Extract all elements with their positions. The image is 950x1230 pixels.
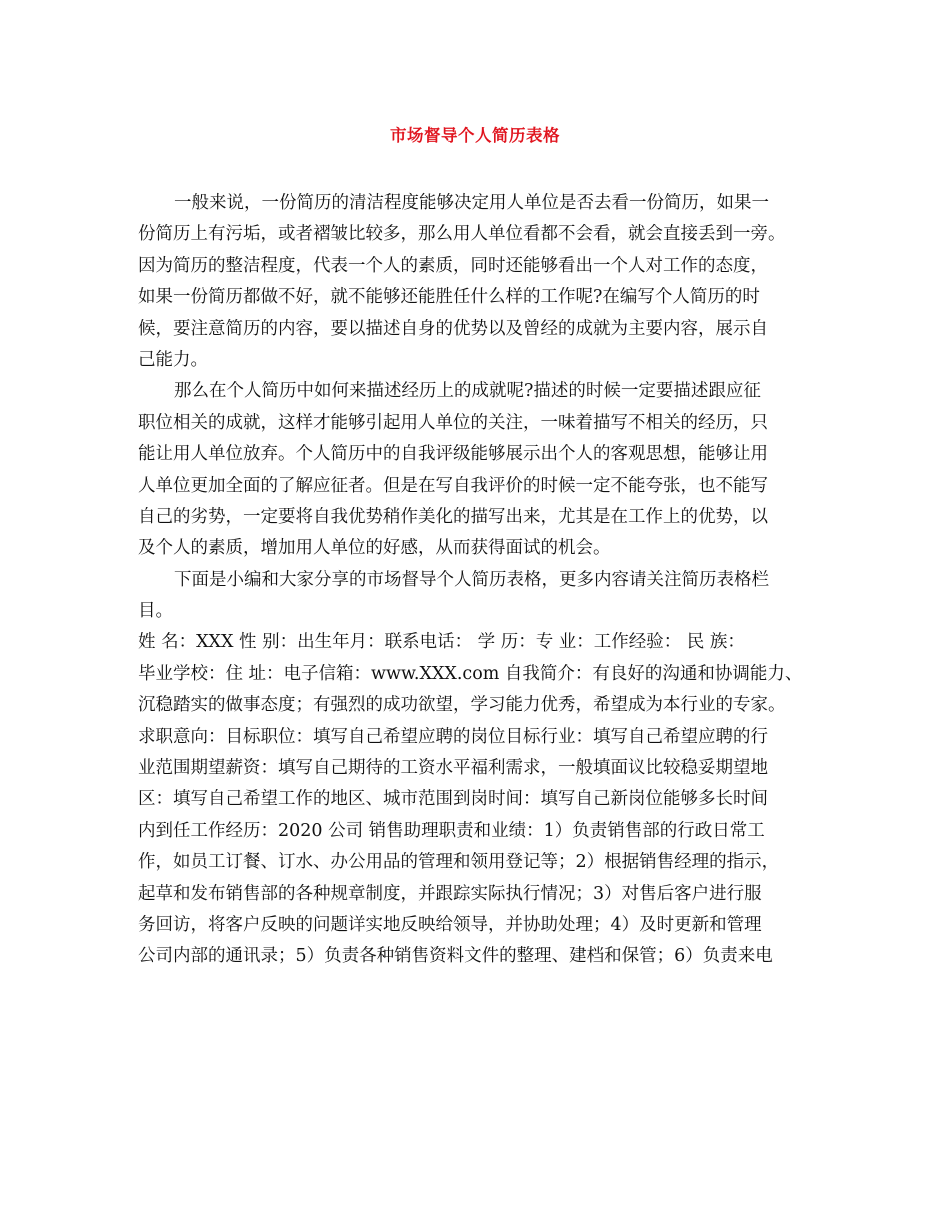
body-line: 沉稳踏实的做事态度；有强烈的成功欲望，学习能力优秀，希望成为本行业的专家。: [138, 695, 786, 716]
body-line: 目。: [138, 601, 173, 622]
body-line: 起草和发布销售部的各种规章制度，并跟踪实际执行情况；3）对售后客户进行服: [138, 883, 762, 904]
body-line: 求职意向：目标职位：填写自己希望应聘的岗位目标行业：填写自己希望应聘的行: [138, 726, 768, 747]
body-line: 那么在个人简历中如何来描述经历上的成就呢?描述的时候一定要描述跟应征: [174, 381, 761, 402]
body-line: 区：填写自己希望工作的地区、城市范围到岗时间：填写自己新岗位能够多长时间: [138, 789, 768, 810]
body-line: 业范围期望薪资：填写自己期待的工资水平福利需求，一般填面议比较稳妥期望地: [138, 758, 768, 779]
body-line: 如果一份简历都做不好，就不能够还能胜任什么样的工作呢?在编写个人简历的时: [138, 287, 760, 308]
body-line: 内到任工作经历：2020 公司 销售助理职责和业绩：1）负责销售部的行政日常工: [138, 820, 765, 841]
body-line: 候，要注意简历的内容，要以描述自身的优势以及曾经的成就为主要内容，展示自: [138, 318, 768, 339]
body-line: 作，如员工订餐、订水、办公用品的管理和领用登记等；2）根据销售经理的指示，: [138, 852, 780, 873]
body-line: 公司内部的通讯录；5）负责各种销售资料文件的整理、建档和保管；6）负责来电: [138, 946, 773, 967]
body-line: 一般来说，一份简历的清洁程度能够决定用人单位是否去看一份简历，如果一: [174, 193, 769, 213]
body-line: 份简历上有污垢，或者褶皱比较多，那么用人单位看都不会看，就会直接丢到一旁。: [138, 224, 786, 245]
document-body: [138, 188, 818, 973]
body-line: 务回访，将客户反映的问题详实地反映给领导，并协助处理；4）及时更新和管理: [138, 914, 762, 935]
body-line: 下面是小编和大家分享的市场督导个人简历表格，更多内容请关注简历表格栏: [174, 569, 769, 590]
body-line: 自己的劣势，一定要将自我优势稍作美化的描写出来，尤其是在工作上的优势，以: [138, 506, 768, 527]
body-line: 姓 名：XXX 性 别：出生年月：联系电话： 学 历：专 业：工作经验： 民 族：: [138, 632, 745, 653]
body-line: 人单位更加全面的了解应征者。但是在写自我评价的时候一定不能夸张，也不能写: [138, 475, 768, 496]
document-title: 市场督导个人简历表格: [390, 126, 560, 145]
body-line: 职位相关的成就，这样才能够引起用人单位的关注，一味着描写不相关的经历，只: [138, 412, 768, 433]
body-line: 及个人的素质，增加用人单位的好感，从而获得面试的机会。: [138, 538, 611, 559]
body-line: 能让用人单位放弃。个人简历中的自我评级能够展示出个人的客观思想，能够让用: [138, 444, 768, 465]
body-line: 毕业学校：住 址：电子信箱：www.XXX.com 自我简介：有良好的沟通和协调能力、: [138, 663, 803, 684]
body-line: 因为简历的整洁程度，代表一个人的素质，同时还能够看出一个人对工作的态度，: [138, 255, 768, 276]
body-line: 己能力。: [138, 349, 208, 370]
